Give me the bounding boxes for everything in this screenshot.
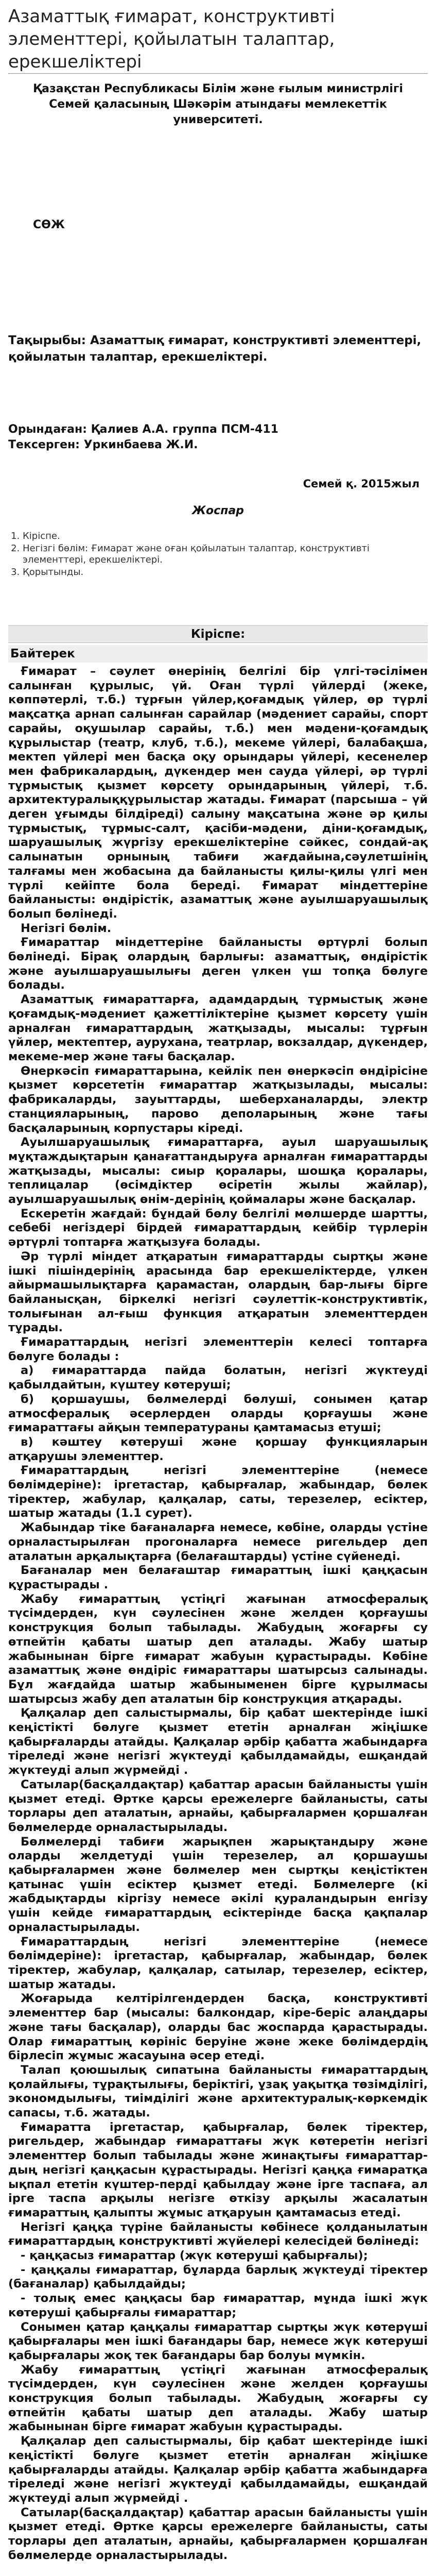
body-paragraph: Негізгі бөлім. (21, 921, 112, 935)
authors-block (8, 422, 428, 453)
body-paragraph: Қалқалар деп салыстырмалы, бір қабат шектеріндe ішкі кеңістікті бөлуге қызмет ететін арналған жіңішке қабырғаларды атайды. Қалқалар әрбір қабатта жабындарға тіреледі және негізгі жүктеуді қабылдамайды, ешқандай жүктеуді алып жүрмейді . (8, 1706, 428, 1777)
body-paragraph: Ғимараттардың негізгі элементтеріне (немесе бөлімдеріне): іргетастар, қабырғалар, жабындар, бөлек тіректер, жабулар, қалқалар, сатылар, терезелер, есіктер, шатыр жатады. (8, 1935, 428, 1991)
plan-item: 1. Кіріспе. (23, 531, 428, 542)
document-type: СӨЖ (33, 218, 65, 231)
body-paragraph: Ғимарат – сәулет өнерінің белгілі бір үлгі-тәсілімен салынған құрылыс, үй. Оған түрлі үйлерді (жеке, көппәтерлі, т.б.) тұрғын үйлер,қоғамдық үйлер, өр түрлі мақсатқа арнап салынған сарайлар (мәдениет сарайы, спорт сарайы, оқушылар сарайы, т.б.) мен мәдени-қоғамдық құрылыстар (театр, клуб, т.б.), мекеме үйлері, балабақша, мектеп үйлері мен басқа оқу орындары үйлері, кесенелер мен фабрикалардың, дүкендер мен сауда үйлері, әр түрлі тұрмыстық қызмет көрсету орындарының үйлері, т.б. архитектуралыққұрылыстар жатады. Ғимарат (парсыша – үй деген ұғымды білдіреді) салыну мақсатына және әр қилы тұрмыстық, тұрмыс-салт, қасіби-мәдени, діни-қоғамдық, шаруашылық жүргізу ерекшеліктеріне сәйкес, сондай-ақ салынатын орнының табиғи жағдайына,сәулетшінің талғамы мен жобасына да байланысты қилы-қилы үлгі мен түрлі кейіпте бола береді. Ғимарат міндеттеріне байланысты: өндірістік, азаматтық және ауылшаруашылық болып бөлінеді. (8, 665, 428, 921)
document-page (8, 5, 428, 2576)
body-paragraph: в) кәштеу көтеруші және қоршау функцияларын атқарушы элементтер. (8, 1435, 428, 1463)
body-paragraph: Ғимараттардың негізгі элементтерін келесі топтарға бөлуге болады : (8, 1335, 428, 1363)
body-paragraph: а) ғимараттарда пайда болатын, негізгі жүктеуді қабылдайтын, күштеу көтеруші; (8, 1364, 428, 1392)
body-paragraph: Қалқалар деп салыстырмалы, бір қабат шектеріндe ішкі кеңістікті бөлуге қызмет ететін арналған жіңішке қабырғаларды атайды. Қалқалар әрбір қабатта жабындарға тіреледі және негізгі жүктеуді қабылдамайды, ешқандай жүктеуді алып жүрмейді . (8, 2434, 428, 2505)
body-paragraph: б) қоршаушы, бөлмелерді бөлуші, сонымен қатар атмосфералық әсерлерден оларды қорғаушы және ғимараттағы айқын температураны қамтамасыз етуші; (8, 1392, 428, 1435)
body-paragraph: Сонымен қатар қаңқалы ғимараттар сыртқы жүк көтерүші қабырғалары мен ішкі бағандары бар, немесе жүк көтеруші қабырғалары жоқ тек бағандары бар болуы мүмкін. (8, 2320, 428, 2362)
topic-line: Тақырыбы: Азаматтық ғимарат, конструктивті элементтері, қойылатын талаптар, ерекшеліктері. (8, 334, 422, 364)
intro-heading: Кіріспе: (8, 625, 428, 643)
body-paragraph: Ескеретін жағдай: бұндай бөлу белгілі мөлшерде шартты, себебі негіздері бірдей ғимараттардың кейбір түрлерін әртүрлі топтарға жатқызуға болады. (8, 1207, 428, 1249)
checker-line: Тексерген: Уркинбаева Ж.И. (8, 438, 198, 451)
body-paragraph: Бағаналар мен белағаштар ғимараттың ішкі қаңқасын құрастырады . (8, 1564, 428, 1591)
body-paragraph: Бөлмелерді табиғи жарықпен жарықтандыру және оларды желдетуді үшін терезелер, ал қоршаушы қабырғалармен және бөлмелер мен сыртқы кеңістіктен қатынас үшін есіктер қызмет етеді. Бөлмелерге (кі жабдықтарды кіргізу немесе әкілі қураландырын енгізу үшін кейде ғимараттардың есіктерінде басқа қақпалар орналастырылады. (8, 1835, 428, 1934)
body-paragraph: Негізгі қаңқа түріне байланысты көбінесе қолданылатын ғимараттардың конструктивті жүйелері келесідей бөлінеді: (8, 2220, 428, 2248)
body-paragraph: Жабу ғимараттың үстіңгі жағынан атмосфералық түсімдерден, күн сәулесінен және желден қорғаушы конструкция болып табылады. Жабудың жоғарғы су өтпейтін қабаты шатыр деп аталады. Жабу шатыр жабынынан бірге ғимарат жабуын құрастырады. Көбіне азаматтық және өндіріс ғимараттары шатырсыз салынады. Бұл жағдайда шатыр жабыныменен бірге құрылмасы шатырсыз жабу деп аталатын бір конструкция атқарады. (8, 1592, 428, 1706)
body-paragraph: Ғимараттар міндеттеріне байланысты өртүрлі болып бөлінеді. Бірақ олардың барлығы: азаматтық, өндірістік және ауылшаруашылығы деген үлкен үш топқа бөлуге болады. (8, 936, 428, 992)
body-paragraph: Ауылшаруашылық ғимараттарға, ауыл шаруашылық мұқтаждықтарын қанағаттандыруға арналған ғимараттарды жатқызады, мысалы: сиыр қоралары, шошқа қоралары, теплицалар (өсімдіктер өсіретін жылы жайлар), ауылшаруашылық өнім-дерінің қоймалары және басқалар. (8, 1136, 428, 1207)
body-paragraph: - толық емес қаңқасы бар ғимараттар, мұнда ішкі жүк көтеруші қабырғалы ғимараттар; (8, 2292, 428, 2319)
plan-list (8, 531, 428, 578)
body-paragraph: Жабындар тіке бағаналарға немесе, көбіне, оларды үстіне орналастырылған прогоналарға немесе ригельдер деп аталатын арқалықтарға (белағаштарды) үстіне сүйенеді. (8, 1521, 428, 1563)
body-paragraph: Ғимаратта іргетастар, қабырғалар, бөлек тіректер, ригельдер, жабындар ғимараттағы жүк көтеретін негізгі элементтер болып табылады және жинақтығы ғимараттар-дың негізгі қаңқасын құрастырады. Негізгі қаңқа ғимаратқа ықпал ететін күштер-перді қабылдау және ірге таспаға, ал ірге таспа арқылы негізге өткізу арқылы жасалатын ғимараттың қалыпты жұмыс атқаруын қамтамасыз етеді. (8, 2120, 428, 2219)
plan-title: Жоспар (192, 504, 244, 517)
body-paragraph: Өнеркәсіп ғимараттарына, кейлік пен өнеркәсіп өндірісіне қызмет көрсететін ғимараттар жатқызылады, мысалы: фабрикаларды, зауыттарды, шеберханаларды, электр станцияларының, парово деполарының және тағы басқаларының корпустары кіреді. (8, 1064, 428, 1135)
body-paragraph: - қаңқалы ғимараттар, бұларда барлық жүктеуді тіректер (бағаналар) қабылдайды; (8, 2263, 428, 2291)
body-paragraph: Жоғарыда келтірілгендерден басқа, конструктивті элементтер бар (мысалы: балкондар, кіре-беріс алаңдары және тағы басқалар), оларды бас жоспарда қарастырады. Олар ғимараттың көрініс беруіне және жеке бөлімдердің бірлесіп жұмыс жасауына әсер етеді. (8, 1992, 428, 2063)
body-paragraph: Сатылар(басқалдақтар) қабаттар арасын байланысты үшін қызмет етеді. Өртке қарсы ережелерге байланысты, саты торлары деп аталатын, арнайы, қабырғалармен қоршалған бөлмелерде орналастырылады. (8, 1777, 428, 1834)
title-divider (8, 73, 428, 74)
city-year: Семей қ. 2015жыл (303, 478, 420, 490)
ministry-name: Қазақстан Республикасы Білім және ғылым министрлігі (33, 82, 403, 95)
body-paragraph: Жабу ғимараттың үстіңгі жағынан атмосфералық түсімдерден, күн сәулесінен және желден қорғаушы конструкция болып табылады. Жабудың жоғарғы су өтпейтін қабаты шатыр деп аталады. Жабу шатыр жабынынан бірге ғимарат жабуын құрастырады. (8, 2363, 428, 2434)
body-paragraph: - қаңқасыз ғимараттар (жүк көтеруші қабырғалы); (21, 2249, 368, 2263)
body-text (8, 665, 428, 2563)
university-name: Семей қаласының Шәкәрім атындағы мемлекеттік университеті. (49, 98, 387, 126)
body-paragraph: Әр түрлі міндет атқаратын ғимараттарды сыртқы және ішкі пішіндерінің арасында бар ерекшеліктерде, үлкен айырмашылықтарға қарамастан, олардың бар-лығы бірге байланысқан, біркелкі негізгі сәулеттік-конструктивтік, толығынан ал-ғыш функция атқаратын элементтерден тұрады. (8, 1249, 428, 1335)
body-paragraph: Азаматтық ғимараттарға, адамдардың тұрмыстық және қоғамдық-мәдениет қажеттіліктеріне қызмет көрсету үшін арналған ғимараттардың жатқызады, мысалы: тұрғын үйлер, мектептер, аурухана, театрлар, вокзалдар, дүкендер, мекеме-мер және тағы басқалар. (8, 993, 428, 1063)
plan-item: 3. Қорытынды. (23, 567, 428, 578)
intro-subheading: Байтерек (8, 645, 428, 663)
body-paragraph: Талап қоюшылық сипатына байланысты ғимараттардың қолайлығы, тұрақтылығы, беріктігі, ұзақ уақытқа төзімділігі, экономдылығы, тиімділігі және архитектуралық-көркемдік сапасы, т.б. жатады. (8, 2063, 428, 2120)
performer-line: Орындаған: Қалиев А.А. группа ПСМ-411 (8, 423, 278, 436)
body-paragraph: Ғимараттардың негізгі элементтеріне (немесе бөлімдеріне): іргетастар, қабырғалар, жабындар, бөлек тіректер, жабулар, қалқалар, саты, терезелер, есіктер, шатыр жатады (1.1 сурет). (8, 1464, 428, 1520)
plan-item: 2. Негізгі бөлім: Ғимарат және оған қойылатын талаптар, конструктивті элементтері, ерекшеліктері. (23, 543, 428, 566)
document-title: Азаматтық ғимарат, конструктивті элементтері, қойылатын талаптар, ерекшеліктері (8, 6, 335, 72)
body-paragraph: Сатылар(басқалдақтар) қабаттар арасын байланысты үшін қызмет етеді. Өртке қарсы ережелерге байланысты, саты торлары деп аталатын, арнайы, қабырғалармен қоршалған бөлмелерде орналастырылады. (8, 2505, 428, 2562)
